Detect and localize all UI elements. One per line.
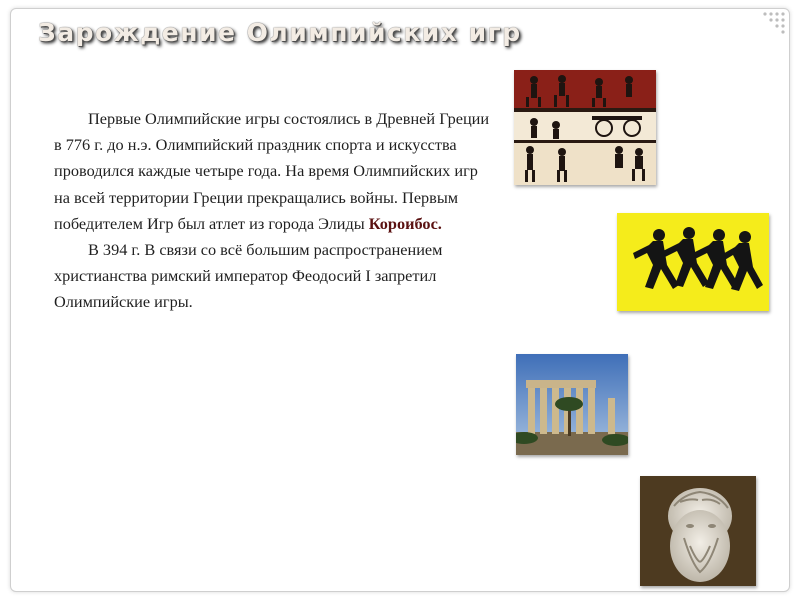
runners-silhouette-image [617,213,769,311]
slide-title: Зарождение Олимпийских игр [38,18,522,47]
zeus-bust-image [640,476,756,586]
slide-body-text [54,106,496,316]
paragraph-origins [54,106,496,237]
first-winner-name: Короибос. [368,213,442,233]
temple-ruins-image [516,354,628,455]
paragraph-origins-text: Первые Олимпийские игры состоялись в Древней Греции в 776 г. до н.э. Олимпийский праздник спорта и искусства проводился каждые четыре года. На время Олимпийских игр на всей территории Греции прекращались войны. Первым победителем Игр был атлет из города Элиды [54,109,490,233]
corner-dots-decoration [719,9,789,35]
greek-vase-scenes-image [514,70,656,185]
paragraph-ban: В 394 г. В связи со всё большим распространением христианства римский император Феодосий I запретил Олимпийские игры. [54,240,443,312]
